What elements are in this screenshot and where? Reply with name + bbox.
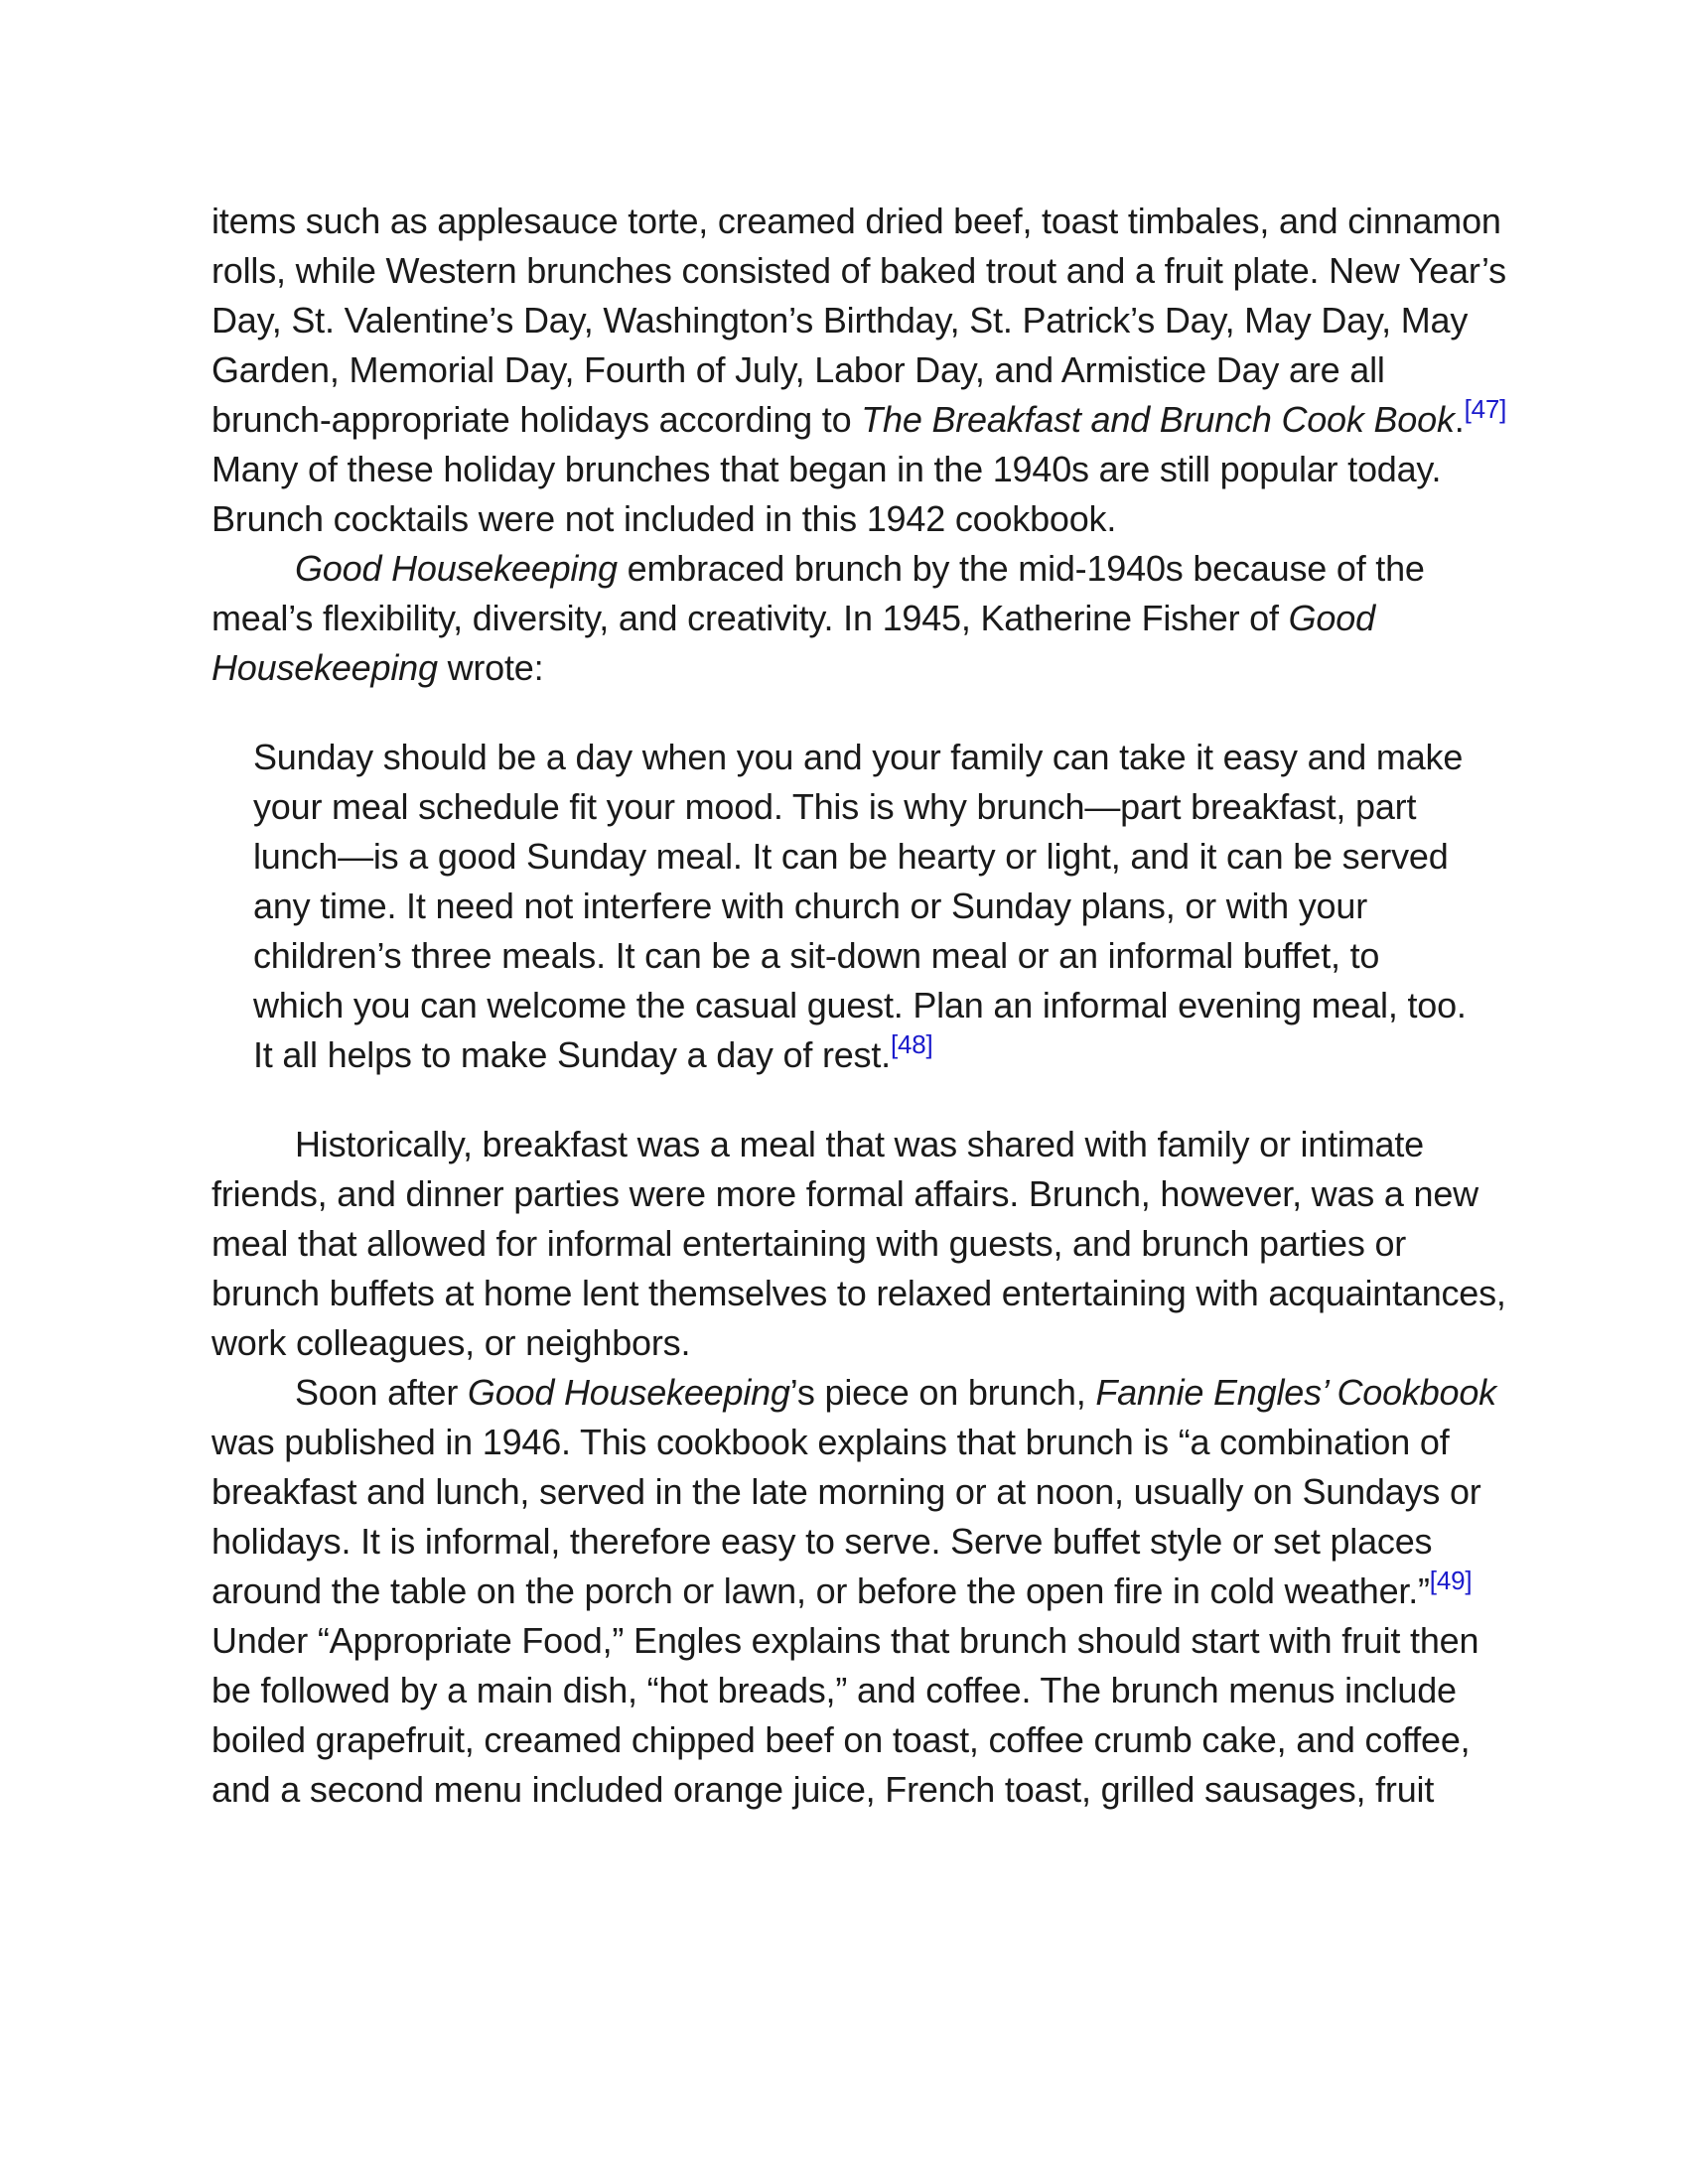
footnote-link-49[interactable]: [49] [1429, 1566, 1473, 1595]
body-text: items such as applesauce torte, creamed dried beef, toast timbales, and cinnamon rolls, while Western brunches consisted of baked trout and a fruit plate. New Year’s Day, St. Valentine’s Day, Washington’s Birthday, St. Patrick’s Day, May Day, May Garden, Memorial Day, Fourth of July, Labor Day, and Armistice Day are all brunch-appropriate holidays according to [211, 201, 1506, 440]
block-quote [253, 733, 1475, 1080]
book-title: Fannie Engles’ Cookbook [1095, 1372, 1496, 1413]
paragraph-holiday-brunches [211, 197, 1512, 544]
magazine-title: Good Housekeeping [295, 548, 618, 589]
document-page [211, 197, 1512, 1815]
body-text: Many of these holiday brunches that began in the 1940s are still popular today. Brunch cocktails were not included in this 1942 cookbook. [211, 449, 1442, 539]
paragraph-historically [211, 1120, 1512, 1368]
body-text: Soon after [295, 1372, 468, 1413]
footnote-link-48[interactable]: [48] [890, 1029, 933, 1059]
quote-text: Sunday should be a day when you and your family can take it easy and make your meal schedule fit your mood. This is why brunch—part breakfast, part lunch—is a good Sunday meal. It can be hearty or light, and it can be served any time. It need not interfere with church or Sunday plans, or with your children’s three meals. It can be a sit-down meal or an informal buffet, to which you can welcome the casual guest. Plan an informal evening meal, too. It all helps to make Sunday a day of rest. [253, 737, 1467, 1075]
body-text: was published in 1946. This cookbook explains that brunch is “a combination of breakfast and lunch, served in the late morning or at noon, usually on Sundays or holidays. It is informal, therefore easy to serve. Serve buffet style or set places around the table on the porch or lawn, or before the open fire in cold weather.” [211, 1422, 1481, 1611]
paragraph-good-housekeeping [211, 544, 1512, 693]
footnote-link-47[interactable]: [47] [1464, 394, 1507, 424]
body-text: Under “Appropriate Food,” Engles explains that brunch should start with fruit then be followed by a main dish, “hot breads,” and coffee. The brunch menus include boiled grapefruit, creamed chipped beef on toast, coffee crumb cake, and coffee, and a second menu included orange juice, French toast, grilled sausages, fruit [211, 1620, 1479, 1810]
magazine-title: Good Housekeeping [467, 1372, 790, 1413]
body-text: wrote: [437, 647, 544, 688]
body-text: ’s piece on brunch, [789, 1372, 1096, 1413]
body-text: Historically, breakfast was a meal that was shared with family or intimate friends, and dinner parties were more formal affairs. Brunch, however, was a new meal that allowed for informal entertaining with guests, and brunch parties or brunch buffets at home lent themselves to relaxed entertaining with acquaintances, work colleagues, or neighbors. [211, 1124, 1506, 1363]
paragraph-fannie-engles [211, 1368, 1512, 1815]
magazine-title: Good Housekeeping [211, 598, 1375, 688]
body-text: embraced brunch by the mid-1940s because of the meal’s flexibility, diversity, and creativity. In 1945, Katherine Fisher of [211, 548, 1425, 638]
book-title: The Breakfast and Brunch Cook Book [861, 399, 1455, 440]
body-text: . [1454, 399, 1465, 440]
